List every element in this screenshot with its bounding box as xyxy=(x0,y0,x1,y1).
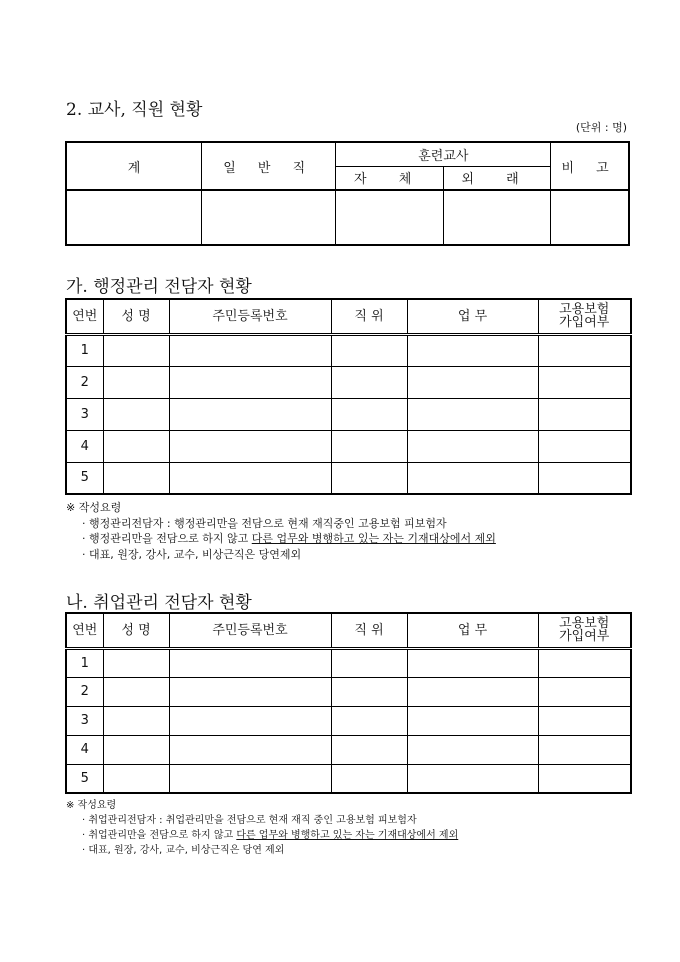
header-trainer: 훈련교사 xyxy=(336,142,551,166)
cell-duty[interactable] xyxy=(407,648,538,677)
header-general: 일 반 직 xyxy=(201,142,335,190)
note-line-3: · 대표, 원장, 강사, 교수, 비상근직은 당연제외 xyxy=(82,547,302,561)
cell-duty[interactable] xyxy=(407,462,538,494)
cell-position[interactable] xyxy=(331,334,407,366)
cell-general[interactable] xyxy=(201,190,335,245)
cell-id-number[interactable] xyxy=(169,462,331,494)
row-number: 5 xyxy=(66,764,103,793)
header-duty: 업 무 xyxy=(407,299,538,334)
cell-name[interactable] xyxy=(103,398,169,430)
header-name: 성 명 xyxy=(103,299,169,334)
cell-id-number[interactable] xyxy=(169,706,331,735)
cell-total[interactable] xyxy=(66,190,201,245)
cell-name[interactable] xyxy=(103,706,169,735)
header-total: 계 xyxy=(66,142,201,190)
note-title: ※ 작성요령 xyxy=(66,501,122,514)
cell-insurance[interactable] xyxy=(538,462,631,494)
cell-insurance[interactable] xyxy=(538,334,631,366)
cell-name[interactable] xyxy=(103,677,169,706)
cell-id-number[interactable] xyxy=(169,677,331,706)
header-id-number: 주민등록번호 xyxy=(169,613,331,648)
header-no: 연번 xyxy=(66,299,103,334)
cell-insurance[interactable] xyxy=(538,735,631,764)
cell-position[interactable] xyxy=(331,430,407,462)
admin-notes xyxy=(66,500,496,562)
header-duty: 업 무 xyxy=(407,613,538,648)
cell-duty[interactable] xyxy=(407,334,538,366)
header-internal: 자 체 xyxy=(336,166,443,190)
cell-duty[interactable] xyxy=(407,366,538,398)
cell-insurance[interactable] xyxy=(538,430,631,462)
cell-id-number[interactable] xyxy=(169,764,331,793)
cell-internal[interactable] xyxy=(336,190,443,245)
cell-id-number[interactable] xyxy=(169,430,331,462)
cell-duty[interactable] xyxy=(407,677,538,706)
row-number: 3 xyxy=(66,398,103,430)
cell-id-number[interactable] xyxy=(169,366,331,398)
cell-duty[interactable] xyxy=(407,706,538,735)
job-staff-table xyxy=(65,612,632,794)
cell-name[interactable] xyxy=(103,735,169,764)
note-line-3: · 대표, 원장, 강사, 교수, 비상근직은 당연 제외 xyxy=(82,845,285,856)
cell-name[interactable] xyxy=(103,462,169,494)
cell-duty[interactable] xyxy=(407,764,538,793)
admin-section-title: 가. 행정관리 전담자 현황 xyxy=(66,277,252,297)
job-notes xyxy=(66,798,458,858)
cell-position[interactable] xyxy=(331,462,407,494)
cell-insurance[interactable] xyxy=(538,648,631,677)
row-number: 4 xyxy=(66,430,103,462)
header-name: 성 명 xyxy=(103,613,169,648)
cell-position[interactable] xyxy=(331,366,407,398)
cell-id-number[interactable] xyxy=(169,398,331,430)
cell-remarks[interactable] xyxy=(551,190,629,245)
note-line-2: · 취업관리만을 전담으로 하지 않고 다른 업무와 병행하고 있는 자는 기재대상에서 제외 xyxy=(82,830,459,841)
staff-summary-table xyxy=(65,141,630,246)
cell-id-number[interactable] xyxy=(169,648,331,677)
cell-insurance[interactable] xyxy=(538,366,631,398)
note-title: ※ 작성요령 xyxy=(66,800,117,811)
cell-name[interactable] xyxy=(103,366,169,398)
cell-external[interactable] xyxy=(443,190,550,245)
header-id-number: 주민등록번호 xyxy=(169,299,331,334)
admin-staff-table xyxy=(65,298,632,495)
note-line-2: · 행정관리만을 전담으로 하지 않고 다른 업무와 병행하고 있는 자는 기재대상에서 제외 xyxy=(82,532,496,545)
cell-insurance[interactable] xyxy=(538,706,631,735)
cell-position[interactable] xyxy=(331,764,407,793)
cell-duty[interactable] xyxy=(407,735,538,764)
unit-label: (단위 : 명) xyxy=(575,121,627,134)
cell-insurance[interactable] xyxy=(538,398,631,430)
header-position: 직 위 xyxy=(331,299,407,334)
section-title: 2. 교사, 직원 현황 xyxy=(66,100,203,120)
cell-id-number[interactable] xyxy=(169,334,331,366)
row-number: 1 xyxy=(66,648,103,677)
cell-position[interactable] xyxy=(331,398,407,430)
row-number: 4 xyxy=(66,735,103,764)
cell-insurance[interactable] xyxy=(538,764,631,793)
note-line-1: · 행정관리전담자 : 행정관리만을 전담으로 현재 재직중인 고용보험 피보험자 xyxy=(82,516,447,530)
cell-insurance[interactable] xyxy=(538,677,631,706)
cell-name[interactable] xyxy=(103,334,169,366)
header-external: 외 래 xyxy=(443,166,550,190)
row-number: 1 xyxy=(66,334,103,366)
cell-name[interactable] xyxy=(103,648,169,677)
note-line-1: · 취업관리전담자 : 취업관리만을 전담으로 현재 재직 중인 고용보험 피보험자 xyxy=(82,815,417,826)
cell-position[interactable] xyxy=(331,735,407,764)
header-no: 연번 xyxy=(66,613,103,648)
row-number: 2 xyxy=(66,366,103,398)
header-remarks: 비 고 xyxy=(551,142,629,190)
job-section-title: 나. 취업관리 전담자 현황 xyxy=(66,593,252,613)
row-number: 2 xyxy=(66,677,103,706)
row-number: 3 xyxy=(66,706,103,735)
header-position: 직 위 xyxy=(331,613,407,648)
cell-duty[interactable] xyxy=(407,430,538,462)
cell-name[interactable] xyxy=(103,430,169,462)
header-insurance: 고용보험 가입여부 xyxy=(538,613,631,648)
cell-id-number[interactable] xyxy=(169,735,331,764)
header-insurance: 고용보험 가입여부 xyxy=(538,299,631,334)
row-number: 5 xyxy=(66,462,103,494)
cell-duty[interactable] xyxy=(407,398,538,430)
cell-position[interactable] xyxy=(331,706,407,735)
cell-position[interactable] xyxy=(331,677,407,706)
cell-name[interactable] xyxy=(103,764,169,793)
cell-position[interactable] xyxy=(331,648,407,677)
